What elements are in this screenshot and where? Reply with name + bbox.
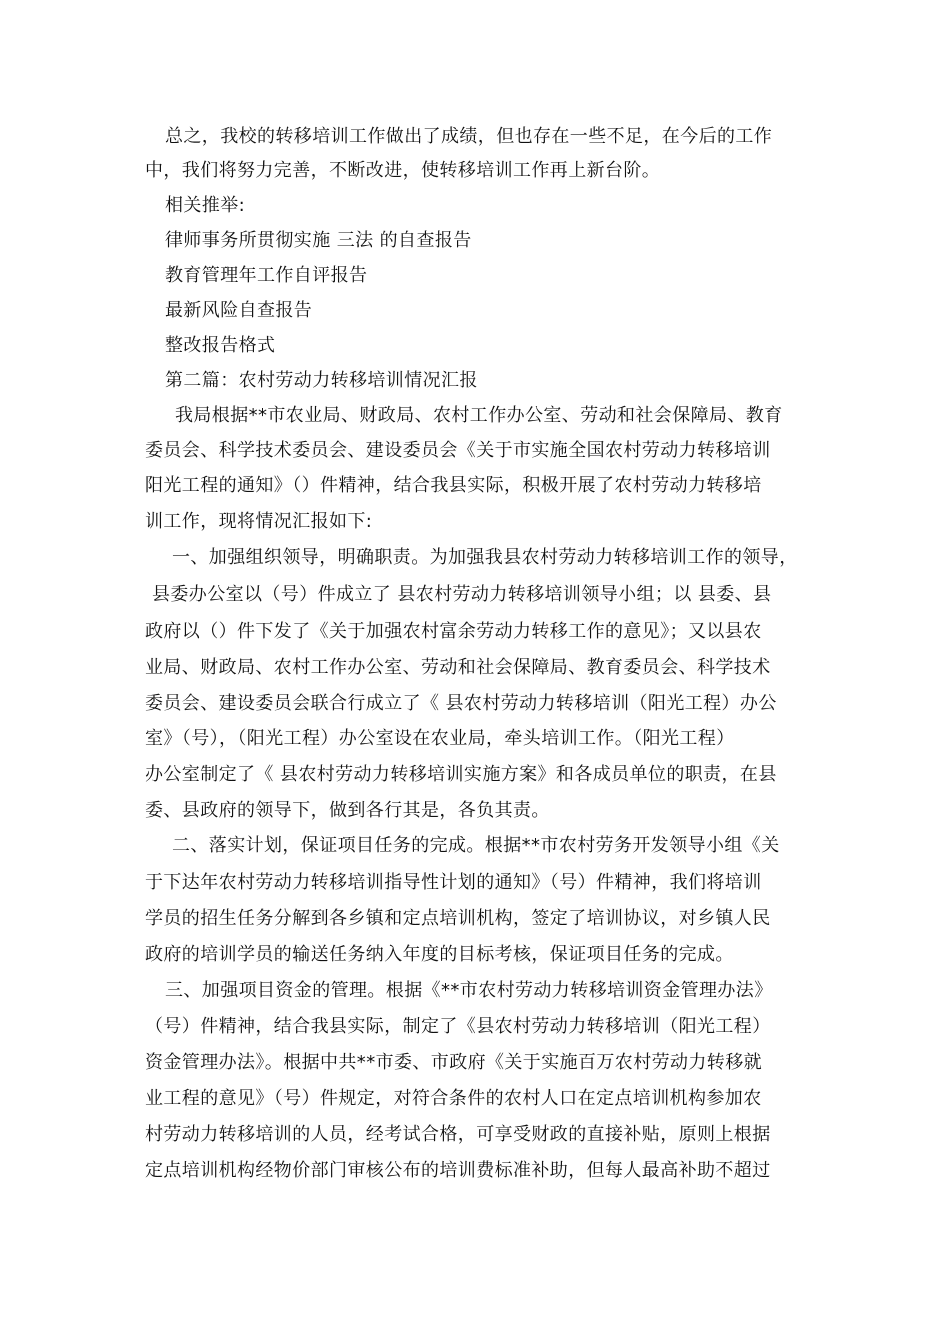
text-line: （号）件精神，结合我县实际，制定了《县农村劳动力转移培训（阳光工程） <box>145 1016 771 1037</box>
text-line: 学员的招生任务分解到各乡镇和定点培训机构，签定了培训协议，对乡镇人民 <box>145 908 771 929</box>
text-line: 政府以（）件下发了《关于加强农村富余劳动力转移工作的意见》；又以县农 <box>145 621 762 642</box>
text-line: 总之，我校的转移培训工作做出了成绩，但也存在一些不足，在今后的工作 <box>165 126 773 147</box>
text-line: 委、县政府的领导下，做到各行其是，各负其责。 <box>145 800 550 821</box>
text-line: 定点培训机构经物价部门审核公布的培训费标准补助，但每人最高补助不超过 <box>145 1160 771 1181</box>
text-line: 资金管理办法》。根据中共**市委、市政府《关于实施百万农村劳动力转移就 <box>145 1052 762 1073</box>
text-line: 训工作，现将情况汇报如下: <box>145 511 373 532</box>
text-line: 于下达年农村劳动力转移培训指导性计划的通知》（号）件精神，我们将培训 <box>145 872 762 893</box>
text-line: 我局根据**市农业局、财政局、农村工作办公室、劳动和社会保障局、教育 <box>175 405 783 426</box>
section-heading: 第二篇：农村劳动力转移培训情况汇报 <box>165 370 478 391</box>
text-line: 委员会、建设委员会联合行成立了《 县农村劳动力转移培训（阳光工程）办公 <box>145 693 777 714</box>
related-link[interactable]: 律师事务所贯彻实施 三法 的自查报告 <box>165 230 472 251</box>
text-line: 相关推举: <box>165 195 246 216</box>
text-line: 办公室制定了《 县农村劳动力转移培训实施方案》和各成员单位的职责，在县 <box>145 764 777 785</box>
text-line: 阳光工程的通知》（）件精神，结合我县实际，积极开展了农村劳动力转移培 <box>145 475 762 496</box>
related-link[interactable]: 教育管理年工作自评报告 <box>165 265 368 286</box>
text-line: 室》（号），（阳光工程）办公室设在农业局，牵头培训工作。（阳光工程） <box>145 728 735 749</box>
text-line: 委员会、科学技术委员会、建设委员会《关于市实施全国农村劳动力转移培训 <box>145 440 771 461</box>
related-link[interactable]: 最新风险自查报告 <box>165 300 313 321</box>
text-line: 三、加强项目资金的管理。根据《**市农村劳动力转移培训资金管理办法》 <box>165 980 773 1001</box>
text-line: 中，我们将努力完善，不断改进，使转移培训工作再上新台阶。 <box>145 160 661 181</box>
related-link[interactable]: 整改报告格式 <box>165 335 276 356</box>
text-line: 村劳动力转移培训的人员，经考试合格，可享受财政的直接补贴，原则上根据 <box>145 1124 771 1145</box>
text-line: 县委办公室以（号）件成立了 县农村劳动力转移培训领导小组；以 县委、县 <box>152 584 772 605</box>
text-line: 业工程的意见》（号）件规定，对符合条件的农村人口在定点培训机构参加农 <box>145 1088 762 1109</box>
text-line: 政府的培训学员的输送任务纳入年度的目标考核，保证项目任务的完成。 <box>145 944 734 965</box>
text-line: 业局、财政局、农村工作办公室、劳动和社会保障局、教育委员会、科学技术 <box>145 657 771 678</box>
text-line: 二、落实计划，保证项目任务的完成。根据**市农村劳务开发领导小组《关 <box>172 835 780 856</box>
text-line: 一、加强组织领导，明确职责。为加强我县农村劳动力转移培训工作的领导， <box>172 547 798 568</box>
